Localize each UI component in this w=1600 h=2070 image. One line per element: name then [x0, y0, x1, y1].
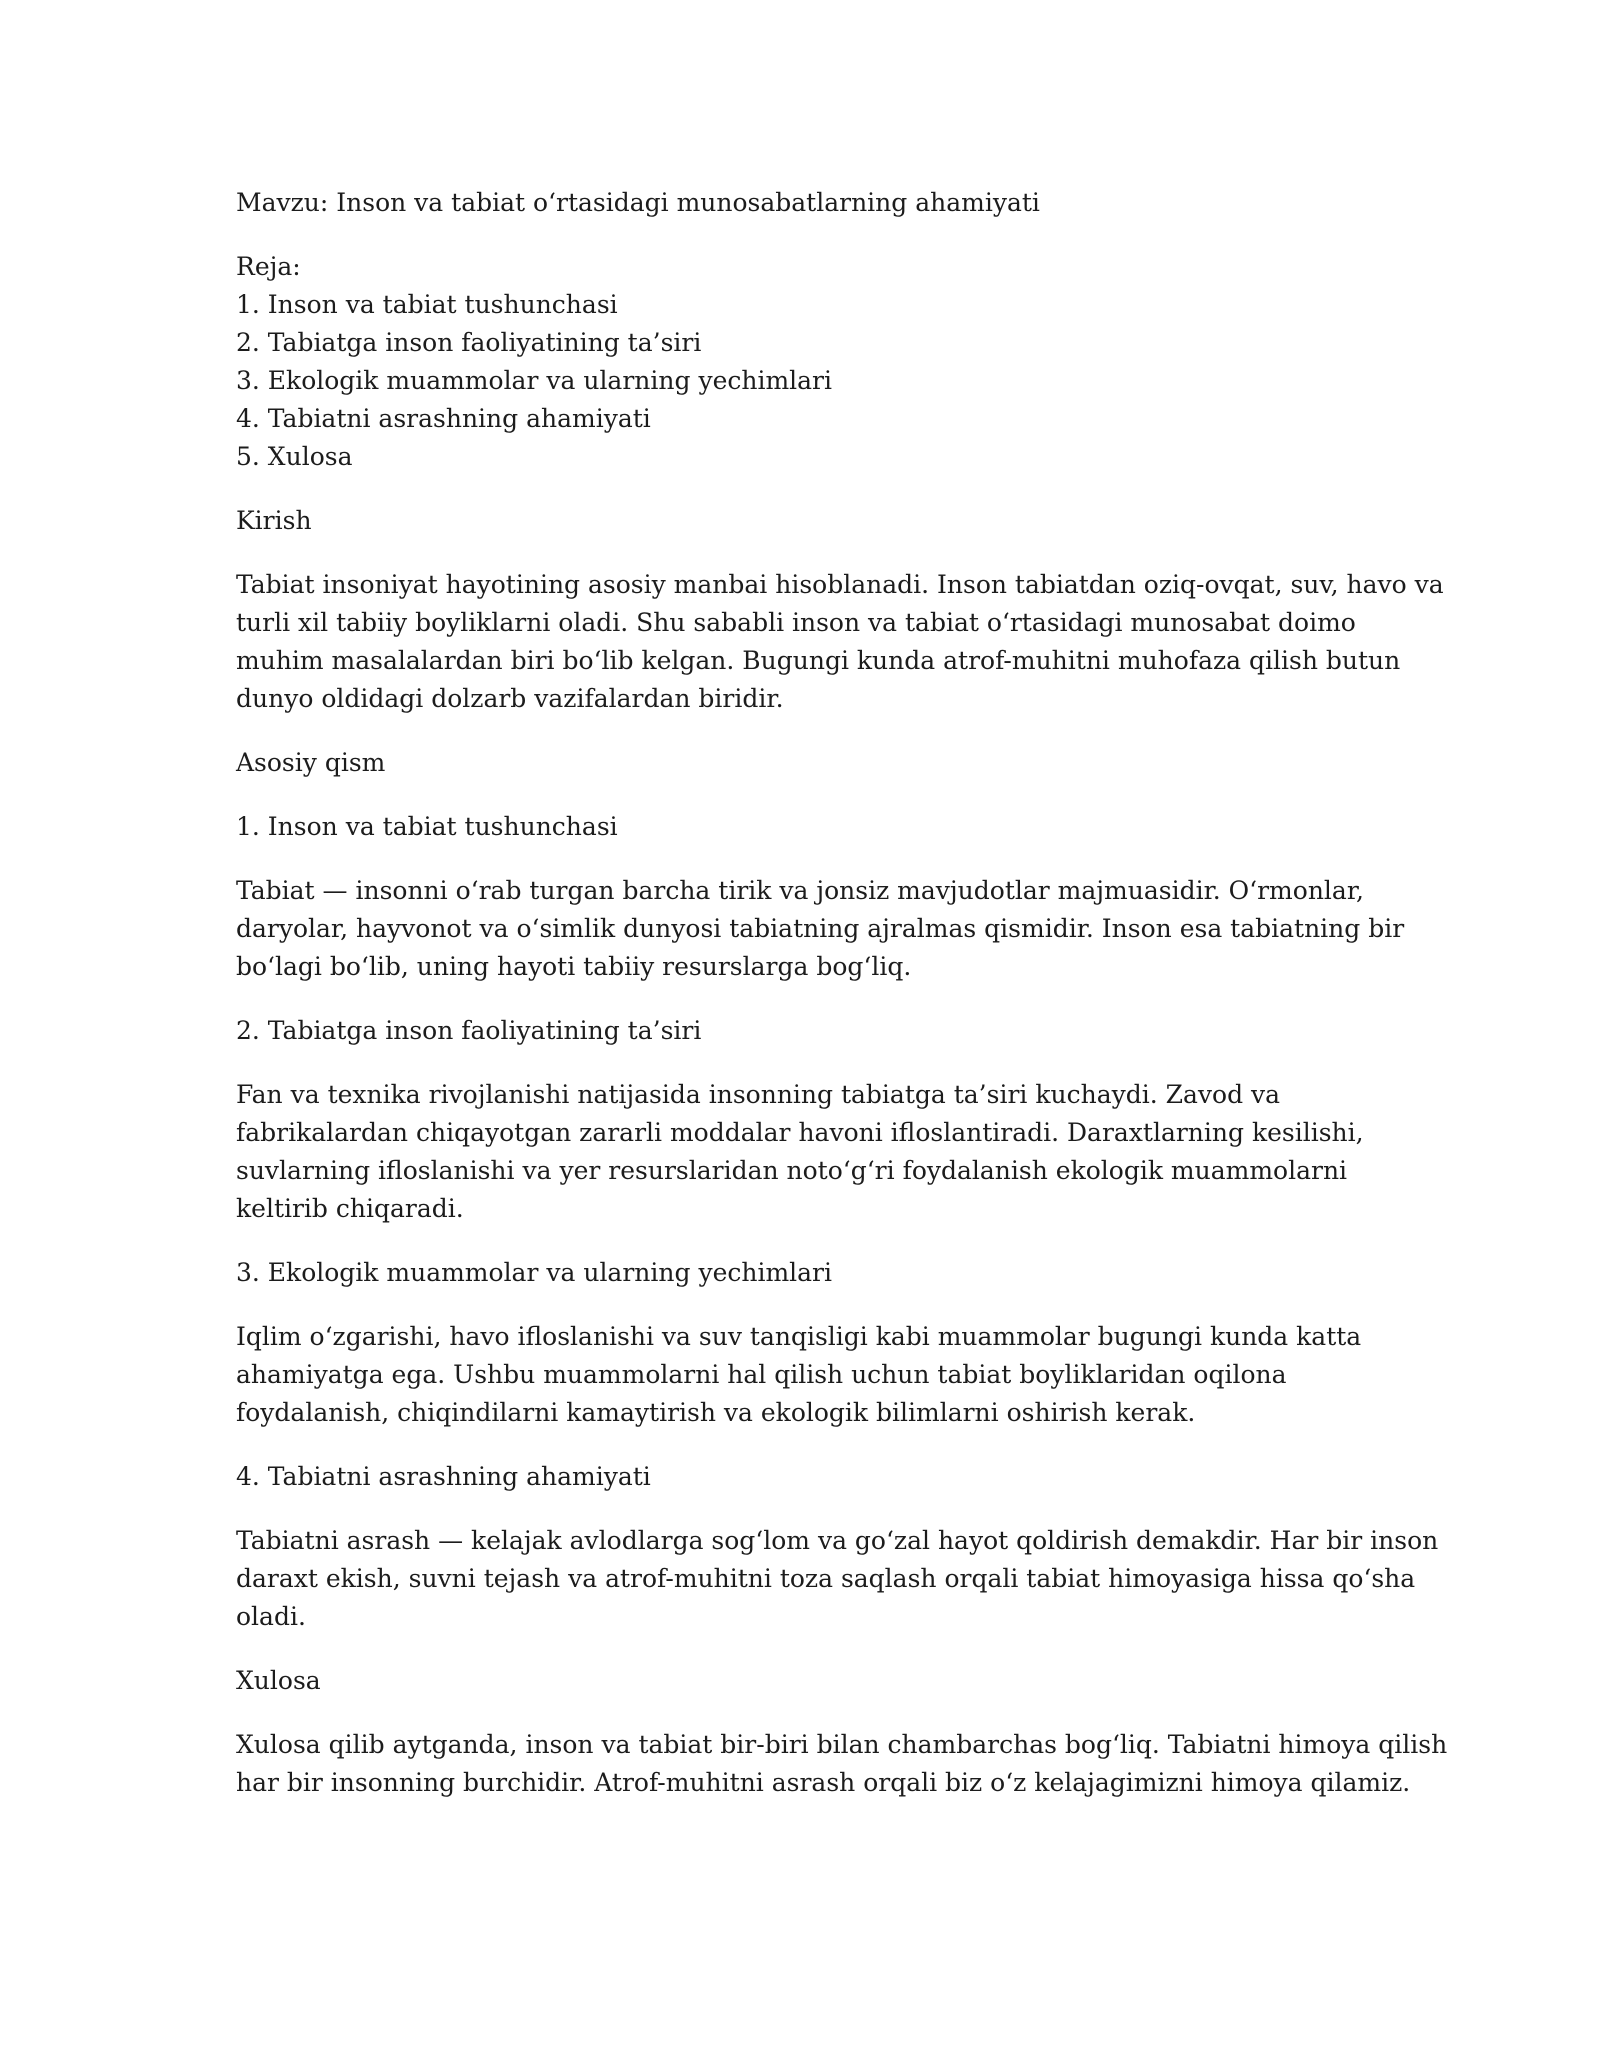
- paragraph-line: bo‘lagi bo‘lib, uning hayoti tabiiy resurslarga bog‘liq.: [236, 952, 912, 981]
- plan-block: [236, 248, 1386, 476]
- plan-list: [236, 286, 1386, 476]
- paragraph-line: dunyo oldidagi dolzarb vazifalardan biridir.: [236, 684, 784, 713]
- paragraph-line: Fan va texnika rivojlanishi natijasida insonning tabiatga ta’siri kuchaydi. Zavod va: [236, 1080, 1281, 1109]
- intro-paragraph: [236, 566, 1444, 718]
- intro-heading: [236, 502, 1386, 540]
- paragraph-line: Tabiat — insonni o‘rab turgan barcha tirik va jonsiz mavjudotlar majmuasidir. O‘rmonlar,: [236, 876, 1364, 905]
- section-heading: [236, 808, 1386, 846]
- section-heading: [236, 1012, 1386, 1050]
- document-title: [236, 184, 1386, 222]
- conclusion-heading-text: Xulosa: [236, 1666, 321, 1695]
- document-page: [236, 184, 1448, 1828]
- section-paragraph: [236, 872, 1405, 986]
- main-heading-text: Asosiy qism: [236, 748, 386, 777]
- title-text: Mavzu: Inson va tabiat o‘rtasidagi munosabatlarning ahamiyati: [236, 188, 1040, 217]
- section-paragraph: [236, 1522, 1439, 1636]
- conclusion-heading: [236, 1662, 1386, 1700]
- section-heading-text: 2. Tabiatga inson faoliyatining ta’siri: [236, 1016, 702, 1045]
- paragraph-line: Iqlim o‘zgarishi, havo ifloslanishi va suv tanqisligi kabi muammolar bugungi kunda katta: [236, 1322, 1362, 1351]
- section-heading: [236, 1254, 1386, 1292]
- main-heading: [236, 744, 1386, 782]
- paragraph-line: har bir insonning burchidir. Atrof-muhitni asrash orqali biz o‘z kelajagimizni himoya qilamiz.: [236, 1768, 1411, 1797]
- paragraph-line: ahamiyatga ega. Ushbu muammolarni hal qilish uchun tabiat boyliklaridan oqilona: [236, 1360, 1287, 1389]
- paragraph-line: fabrikalardan chiqayotgan zararli moddalar havoni ifloslantiradi. Daraxtlarning kesilishi,: [236, 1118, 1364, 1147]
- paragraph-line: daraxt ekish, suvni tejash va atrof-muhitni toza saqlash orqali tabiat himoyasiga hissa qo‘sha: [236, 1564, 1416, 1593]
- paragraph-line: suvlarning ifloslanishi va yer resurslaridan noto‘g‘ri foydalanish ekologik muammolarni: [236, 1156, 1348, 1185]
- plan-item: 1. Inson va tabiat tushunchasi: [236, 290, 618, 319]
- section-heading-text: 4. Tabiatni asrashning ahamiyati: [236, 1462, 651, 1491]
- conclusion-paragraph: [236, 1726, 1448, 1802]
- section-heading-text: 1. Inson va tabiat tushunchasi: [236, 812, 618, 841]
- intro-heading-text: Kirish: [236, 506, 312, 535]
- section-paragraph: [236, 1076, 1386, 1228]
- paragraph-line: muhim masalalardan biri bo‘lib kelgan. Bugungi kunda atrof-muhitni muhofaza qilish butun: [236, 646, 1401, 675]
- paragraph-line: daryolar, hayvonot va o‘simlik dunyosi tabiatning ajralmas qismidir. Inson esa tabiatning bir: [236, 914, 1405, 943]
- paragraph-line: Tabiat insoniyat hayotining asosiy manbai hisoblanadi. Inson tabiatdan oziq-ovqat, suv, havo va: [236, 570, 1444, 599]
- plan-heading: Reja:: [236, 252, 301, 281]
- paragraph-line: oladi.: [236, 1602, 306, 1631]
- section-paragraph: [236, 1318, 1386, 1432]
- plan-item: 2. Tabiatga inson faoliyatining ta’siri: [236, 328, 702, 357]
- section-heading: [236, 1458, 1386, 1496]
- plan-item: 3. Ekologik muammolar va ularning yechimlari: [236, 366, 833, 395]
- plan-item: 5. Xulosa: [236, 442, 353, 471]
- plan-item: 4. Tabiatni asrashning ahamiyati: [236, 404, 651, 433]
- paragraph-line: Tabiatni asrash — kelajak avlodlarga sog‘lom va go‘zal hayot qoldirish demakdir. Har bir inson: [236, 1526, 1439, 1555]
- paragraph-line: Xulosa qilib aytganda, inson va tabiat bir-biri bilan chambarchas bog‘liq. Tabiatni himoya qilish: [236, 1730, 1448, 1759]
- paragraph-line: turli xil tabiiy boyliklarni oladi. Shu sababli inson va tabiat o‘rtasidagi munosabat doimo: [236, 608, 1356, 637]
- paragraph-line: foydalanish, chiqindilarni kamaytirish va ekologik bilimlarni oshirish kerak.: [236, 1398, 1196, 1427]
- paragraph-line: keltirib chiqaradi.: [236, 1194, 464, 1223]
- section-heading-text: 3. Ekologik muammolar va ularning yechimlari: [236, 1258, 833, 1287]
